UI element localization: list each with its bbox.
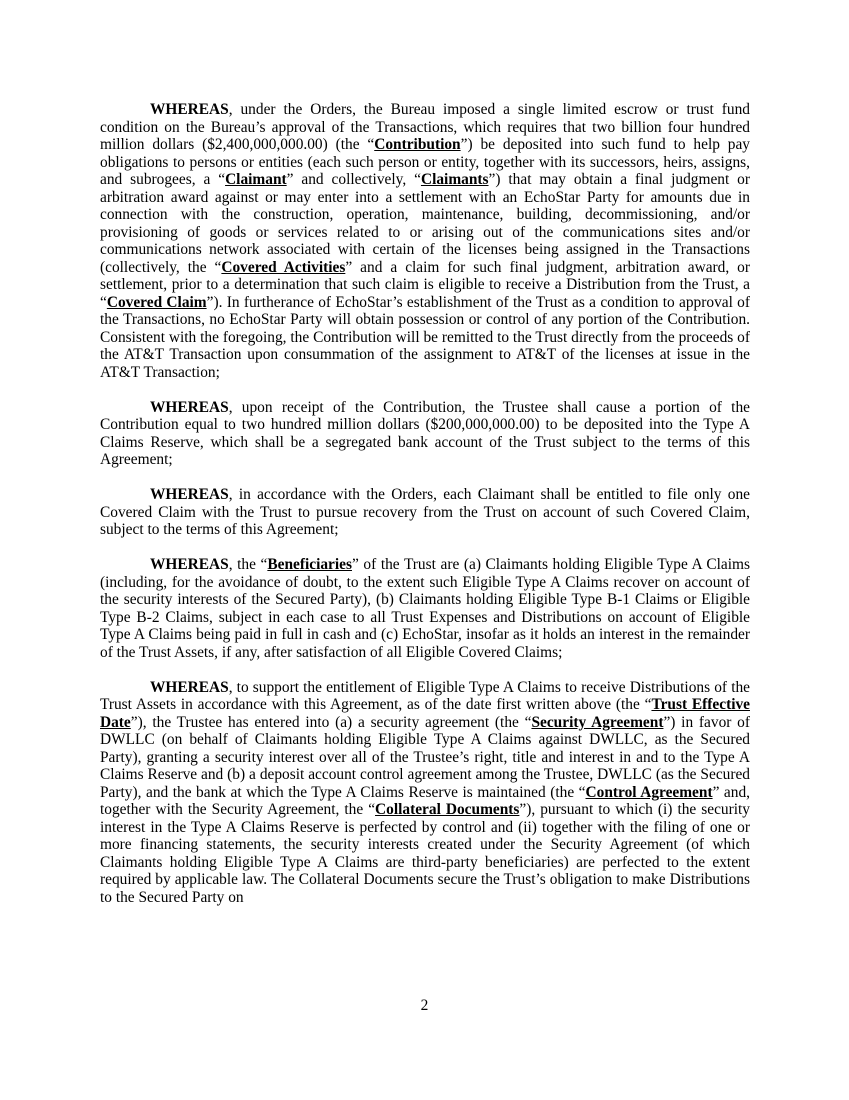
paragraph-text: ”) that may obtain a final judgment or arbitration award against or may enter into a settlement with an EchoStar Party for amounts due in connection with the construction, operation, maintenance, building, decommissioning, and/or provisioning of goods or services related to or arising out of the communications sites and/or communications network associated with certain of the licenses being assigned in the Transactions (collectively, the “ (100, 171, 750, 276)
document-page (100, 101, 750, 924)
whereas-paragraph-1 (100, 101, 750, 381)
paragraph-text: ” of the Trust are (a) Claimants holding Eligible Type A Claims (including, for the avoidance of doubt, to the extent such Eligible Type A Claims recover on account of the security interests of the Secured Party), (b) Claimants holding Eligible Type B-1 Claims or Eligible Type B-2 Claims, subject in each case to all Trust Expenses and Distributions on account of Eligible Type A Claims being paid in full in cash and (c) EchoStar, insofar as it holds an interest in the remainder of the Trust Assets, if any, after satisfaction of all Eligible Covered Claims; (100, 556, 750, 661)
whereas-keyword: WHEREAS (150, 486, 229, 503)
whereas-paragraph-4 (100, 556, 750, 661)
defined-term: Covered Claim (106, 293, 207, 311)
paragraph-text: ”) be deposited into such fund to help pay obligations to persons or entities (each such person or entity, together with its successors, heirs, assigns, and subrogees, a “ (100, 136, 751, 188)
paragraph-text: , upon receipt of the Contribution, the Trustee shall cause a portion of the Contribution equal to two hundred million dollars ($200,000,000.00) to be deposited into the Type A Claims Reserve, which shall be a segregated bank account of the Trust subject to the terms of this Agreement; (100, 398, 750, 468)
defined-term: Security Agreement (531, 713, 664, 731)
defined-term: Beneficiaries (267, 556, 352, 573)
defined-term: Trust Effective Date (100, 696, 750, 731)
paragraph-text: , to support the entitlement of Eligible Type A Claims to receive Distributions of the Trust Assets in accordance with this Agreement, as of the date first written above (the “ (100, 678, 750, 713)
whereas-keyword: WHEREAS (150, 101, 229, 118)
paragraph-text: ”), the Trustee has entered into (a) a security agreement (the “ (130, 713, 532, 731)
defined-term: Control Agreement (585, 783, 713, 801)
paragraph-text: ”), pursuant to which (i) the security interest in the Type A Claims Reserve is perfected by control and (ii) together with the filing of one or more financing statements, the security interests created under the Security Agreement (of which Claimants holding Eligible Type A Claims are third-party beneficiaries) are perfected to the extent required by applicable law. The Collateral Documents secure the Trust’s obligation to make Distributions to the Secured Party on (100, 801, 750, 906)
defined-term: Claimant (225, 171, 287, 188)
paragraph-text: ”) in favor of DWLLC (on behalf of Claimants holding Eligible Type A Claims against DWLLC, as the Secured Party), granting a security interest over all of the Trustee’s right, title and interest in and to the Type A Claims Reserve and (b) a deposit account control agreement among the Trustee, DWLLC (as the Secured Party), and the bank at which the Type A Claims Reserve is maintained (the “ (100, 713, 750, 801)
whereas-paragraph-3 (100, 486, 750, 539)
whereas-paragraph-2 (100, 399, 750, 469)
paragraph-text: ”). In furtherance of EchoStar’s establishment of the Trust as a condition to approval of the Transactions, no EchoStar Party will obtain possession or control of any portion of the Contribution. Consistent with the foregoing, the Contribution will be remitted to the Trust directly from the proceeds of the AT&T Transaction upon consummation of the assignment to AT&T of the licenses at issue in the AT&T Transaction; (100, 293, 751, 381)
whereas-paragraph-5 (100, 679, 750, 907)
defined-term: Covered Activities (221, 258, 346, 276)
defined-term: Contribution (374, 136, 461, 153)
whereas-keyword: WHEREAS (150, 678, 229, 696)
paragraph-text: ” and collectively, “ (286, 171, 421, 188)
whereas-keyword: WHEREAS (150, 398, 229, 416)
paragraph-text: , under the Orders, the Bureau imposed a single limited escrow or trust fund condition on the Bureau’s approval of the Transactions, which requires that two billion four hundred million dollars ($2,400,000,000.00) (the “ (100, 101, 750, 153)
defined-term: Collateral Documents (375, 801, 520, 818)
page-number: 2 (420, 997, 429, 1014)
paragraph-text: ” and, together with the Security Agreement, the “ (100, 783, 751, 818)
paragraph-text: , the “ (228, 556, 268, 573)
whereas-keyword: WHEREAS (150, 556, 229, 573)
paragraph-text: ” and a claim for such final judgment, arbitration award, or settlement, prior to a determination that such claim is eligible to receive a Distribution from the Trust, a “ (100, 258, 750, 311)
paragraph-text: , in accordance with the Orders, each Claimant shall be entitled to file only one Covered Claim with the Trust to pursue recovery from the Trust on account of such Covered Claim, subject to the terms of this Agreement; (100, 486, 750, 538)
defined-term: Claimants (420, 171, 489, 188)
